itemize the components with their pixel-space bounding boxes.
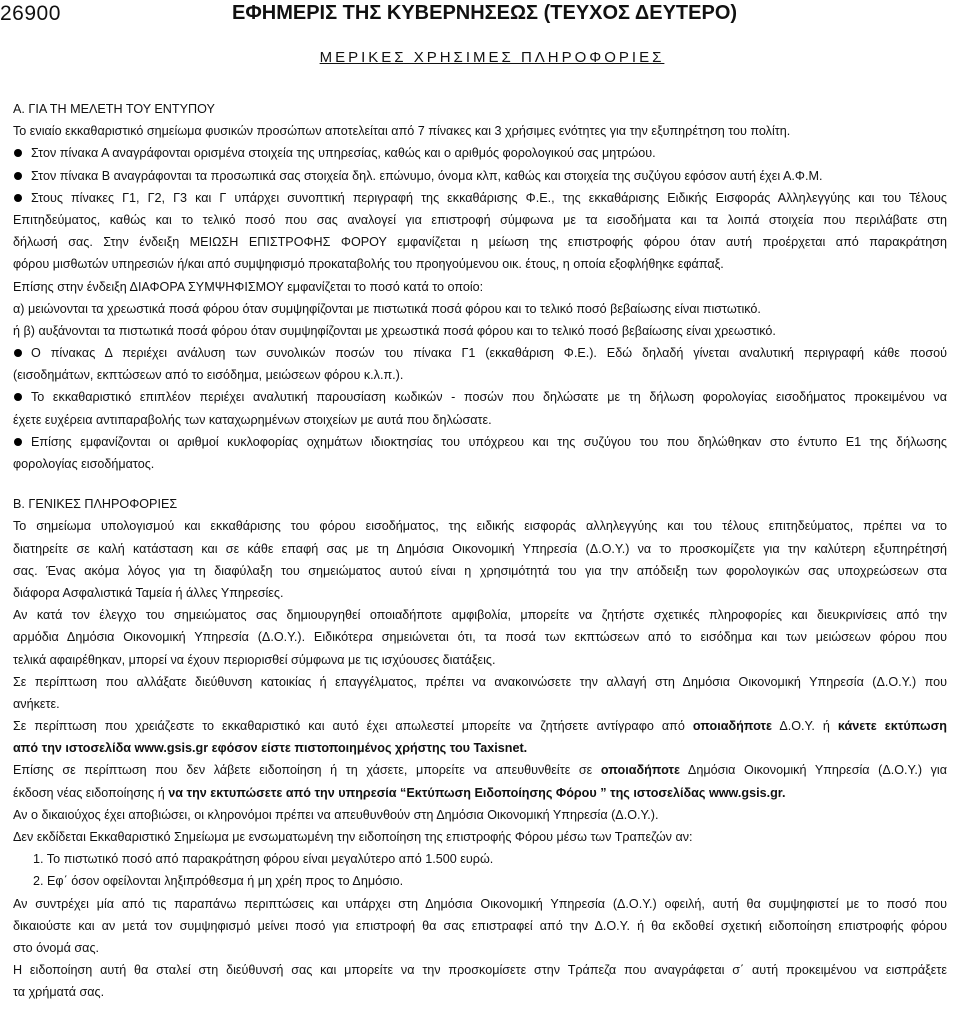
bullet-tables-c-line-5: Επίσης στην ένδειξη ΔΙΑΦΟΡΑ ΣΥΜΨΗΦΙΣΜΟΥ εμφανίζεται το ποσό κατά το οποίο: — [13, 279, 484, 294]
bullet-table-d-line-2: (εισοδημάτων, εκπτώσεων από το εισόδημα, μειώσεων φόρου κ.λ.π.). — [13, 368, 404, 383]
bullet-vehicles — [13, 431, 947, 453]
general-p3-line-1: Σε περίπτωση που αλλάξατε διεύθυνση κατοικίας ή επαγγέλματος, πρέπει να ανακοινώσετε την αλλαγή στη Δημόσια Οικονομική Υπηρεσία (Δ.Ο.Υ.) που — [13, 674, 947, 689]
general-p4-line-2 — [13, 737, 947, 759]
bullet-tables-c-line-3: δήλωσή σας. Στην ένδειξη ΜΕΙΩΣΗ ΕΠΙΣΤΡΟΦΗΣ ΦΟΡΟΥ εμφανίζεται η μείωση της επιστροφής φόρου όταν αυτή προέρχεται από παρακράτηση — [13, 235, 947, 250]
general-p6: Αν ο δικαιούχος έχει αποβιώσει, οι κληρονόμοι πρέπει να απευθυνθούν στη Δημόσια Οικονομική Υπηρεσία (Δ.Ο.Υ.). — [13, 807, 659, 822]
general-p9-line-2: τα χρήματά σας. — [13, 985, 105, 1000]
section-title: ΜΕΡΙΚΕΣ ΧΡΗΣΙΜΕΣ ΠΛΗΡΟΦΟΡΙΕΣ — [319, 49, 665, 66]
bullet-table-a: Στον πίνακα Α αναγράφονται ορισμένα στοιχεία της υπηρεσίας, καθώς και ο αριθμός φορολογικού σας μητρώου. — [13, 142, 947, 164]
general-p9-line-1: Η ειδοποίηση αυτή θα σταλεί στη διεύθυνσή σας και μπορείτε να την προσκομίσετε στην Τράπεζα που αναγράφεται σ΄ αυτή προκειμένου να εισπράξετε — [13, 963, 947, 978]
bullet-vehicles-line-2: φορολογίας εισοδήματος. — [13, 457, 155, 471]
general-p1-line-2: διατηρείτε σε καλή κατάσταση και σε κάθε επαφή σας με τη Δημόσια Οικονομική Υπηρεσία (Δ.Ο.Υ.) να το προσκομίζετε για την καλύτερη εξυπηρέτησή — [13, 541, 947, 556]
bullet-codes-line-1: Το εκκαθαριστικό επιπλέον περιέχει αναλυτική παρουσίαση κωδικών - ποσών που δηλώσατε με τη δήλωση φορολογίας εισοδήματος προκειμένου να — [31, 390, 947, 405]
general-p4-text-a: Σε περίπτωση που χρειάζεστε το εκκαθαριστικό και αυτό έχει απωλεστεί μπορείτε να ζητήσετε αντίγραφο από — [13, 719, 693, 734]
general-p2-line-1: Αν κατά τον έλεγχο του σημειώματος σας δημιουργηθεί οποιαδήποτε αμφιβολία, μπορείτε να ζητήστε σχετικές πληροφορίες και διευκρινίσεις από την — [13, 608, 947, 623]
general-p7: Δεν εκδίδεται Εκκαθαριστικό Σημείωμα με ενσωματωμένη την ειδοποίηση της επιστροφής Φόρου μέσω των Τραπεζών αν: — [13, 830, 693, 844]
part-a-intro: Το ενιαίο εκκαθαριστικό σημείωμα φυσικών προσώπων αποτελείται από 7 πίνακες και 3 χρήσιμες ενότητες για την εξυπηρέτηση του πολίτη. — [13, 124, 791, 139]
page-header — [0, 2, 960, 28]
general-p1-line-1: Το σημείωμα υπολογισμού και εκκαθάρισης του φόρου εισοδήματος, της ειδικής εισφοράς αλληλεγγύης και του τέλους επιτηδεύματος, πρέπει να το — [13, 519, 947, 534]
general-p5-text-a: Επίσης σε περίπτωση που δεν λάβετε ειδοποίηση ή τη χάσετε, μπορείτε να απευθυνθείτε σε — [13, 763, 601, 778]
part-b-heading: Β. ΓΕΝΙΚΕΣ ΠΛΗΡΟΦΟΡΙΕΣ — [13, 497, 178, 512]
general-p4-text-any: οποιαδήποτε — [692, 719, 773, 734]
bullet-vehicles-line-1: Επίσης εμφανίζονται οι αριθμοί κυκλοφορίας οχημάτων ιδιοκτησίας του υπόχρεου και της συζύγου του που δηλώθηκαν στο έντυπο Ε1 της δήλωσης — [31, 434, 947, 449]
bullet-codes-line-2: έχετε ευχέρεια αντιπαραβολής των καταχωρημένων στοιχείων με αυτά που δηλώσατε. — [13, 412, 492, 427]
gazette-title: ΕΦΗΜΕΡΙΣ ΤΗΣ ΚΥΒΕΡΝΗΣΕΩΣ (ΤΕΥΧΟΣ ΔΕΥΤΕΡΟ) — [232, 2, 738, 24]
page-number: 26900 — [0, 2, 61, 25]
general-p3-line-2: ανήκετε. — [13, 696, 60, 711]
bullet-tables-c-line-6: α) μειώνονται τα χρεωστικά ποσά φόρου όταν συμψηφίζονται με πιστωτικά ποσά φόρου και το τελικό ποσό βεβαίωσης είναι πιστωτικό. — [13, 301, 761, 316]
general-p2-line-3: τελικά αφαιρέθηκαν, μπορεί να έχουν περιορισθεί σύμφωνα με τις ισχύουσες διατάξεις. — [13, 652, 496, 667]
general-p5-line-2 — [13, 782, 947, 804]
list-item: 1. Το πιστωτικό ποσό από παρακράτηση φόρου είναι μεγαλύτερο από 1.500 ευρώ. — [33, 852, 494, 867]
general-p8-line-3: στο όνομά σας. — [13, 940, 100, 955]
general-p4-line-1 — [13, 715, 947, 737]
bullet-table-d-line-1: Ο πίνακας Δ περιέχει ανάλυση των συνολικών ποσών του πίνακα Γ1 (εκκαθάριση Φ.Ε.). Εδώ δηλαδή γίνεται αναλυτική περιγραφή κάθε ποσού — [31, 346, 947, 361]
bullet-tables-c-line-1: Στους πίνακες Γ1, Γ2, Γ3 και Γ υπάρχει συνοπτική περιγραφή της εκκαθάρισης Φ.Ε., της εκκαθάρισης Ειδικής Εισφοράς Αλληλεγγύης και του Τέλους — [31, 190, 947, 205]
general-p1-line-3: σας. Ένας ακόμα λόγος για τη διαφύλαξη του σημειώματος αυτού είναι η χρησιμότητά του για την απόδειξη των φορολογικών σας υποχρεώσεων στα — [13, 563, 947, 578]
general-p5-text-any: οποιαδήποτε — [600, 763, 681, 778]
bullet-tables-c-line-7: ή β) αυξάνονται τα πιστωτικά ποσά φόρου όταν συμψηφίζονται με χρεωστικά ποσά φόρου και το τελικό ποσό βεβαίωσης είναι χρεωστικό. — [13, 323, 776, 338]
bullet-tables-c — [13, 187, 947, 209]
bullet-table-b: Στον πίνακα Β αναγράφονται τα προσωπικά σας στοιχεία δηλ. επώνυμο, όνομα κλπ, καθώς και στοιχεία της συζύγου εφόσον αυτή έχει Α.Φ.Μ. — [13, 165, 947, 187]
general-p5-text-c: Δημόσια Οικονομική Υπηρεσία (Δ.Ο.Υ.) για — [680, 763, 947, 778]
section-spacer — [13, 475, 947, 493]
general-p8-line-1: Αν συντρέχει μία από τις παραπάνω περιπτώσεις και υπάρχει στη Δημόσια Οικονομική Υπηρεσία (Δ.Ο.Υ.) οφειλή, αυτή θα συμψηφιστεί με το ποσό που — [13, 896, 947, 911]
general-p4-text-c: Δ.Ο.Υ. ή — [772, 719, 838, 734]
bullet-codes — [13, 386, 947, 408]
general-p5-text-d: έκδοση νέας ειδοποίησης ή — [13, 785, 169, 800]
general-p5-line-1 — [13, 759, 947, 781]
general-p5-print-service-text: να την εκτυπώσετε από την υπηρεσία “Εκτύπωση Ειδοποίησης Φόρου ” της ιστοσελίδας www.gsis.gr. — [168, 785, 786, 800]
bullet-tables-c-line-2: Επιτηδεύματος, καθώς και το τελικό ποσό που σας αναλογεί για επιστροφή σύμφωνα με τα εισοδήματα και τα λοιπά στοιχεία που περιλάβατε στη — [13, 212, 947, 227]
part-a-heading: Α. ΓΙΑ ΤΗ ΜΕΛΕΤΗ ΤΟΥ ΕΝΤΥΠΟΥ — [13, 102, 215, 116]
bullet-table-d — [13, 342, 947, 364]
general-p4-text-print: κάνετε εκτύπωση — [837, 719, 947, 734]
document-body — [13, 98, 947, 1004]
list-item: 2. Εφ΄ όσον οφείλονται ληξιπρόθεσμα ή μη χρέη προς το Δημόσιο. — [33, 874, 404, 889]
general-p1-line-4: διάφορα Ασφαλιστικά Ταμεία ή άλλες Υπηρεσίες. — [13, 585, 284, 600]
general-p2-line-2: αρμόδια Δημόσια Οικονομική Υπηρεσία (Δ.Ο.Υ.). Ειδικότερα σημειώνεται ότι, τα ποσά των εκπτώσεων από το εισόδημα και των μειώσεων φόρου που — [13, 630, 947, 645]
bullet-tables-c-line-4: φόρου μισθωτών υπηρεσιών ή/και από συμψηφισμό προκαταβολής του προηγούμενου οικ. έτους, η οποία εξοφλήθηκε εφάπαξ. — [13, 257, 724, 272]
general-p8-line-2: δικαιούστε και αν μετά τον συμψηφισμό μείνει ποσό για επιστροφή θα σας επιστραφεί από την Δ.Ο.Υ. ή θα εκδοθεί σχετική ειδοποίηση επιστροφής φόρου — [13, 918, 947, 933]
general-p4-website-text: από την ιστοσελίδα www.gsis.gr εφόσον είστε πιστοποιημένος χρήστης του Taxisnet. — [13, 741, 528, 756]
